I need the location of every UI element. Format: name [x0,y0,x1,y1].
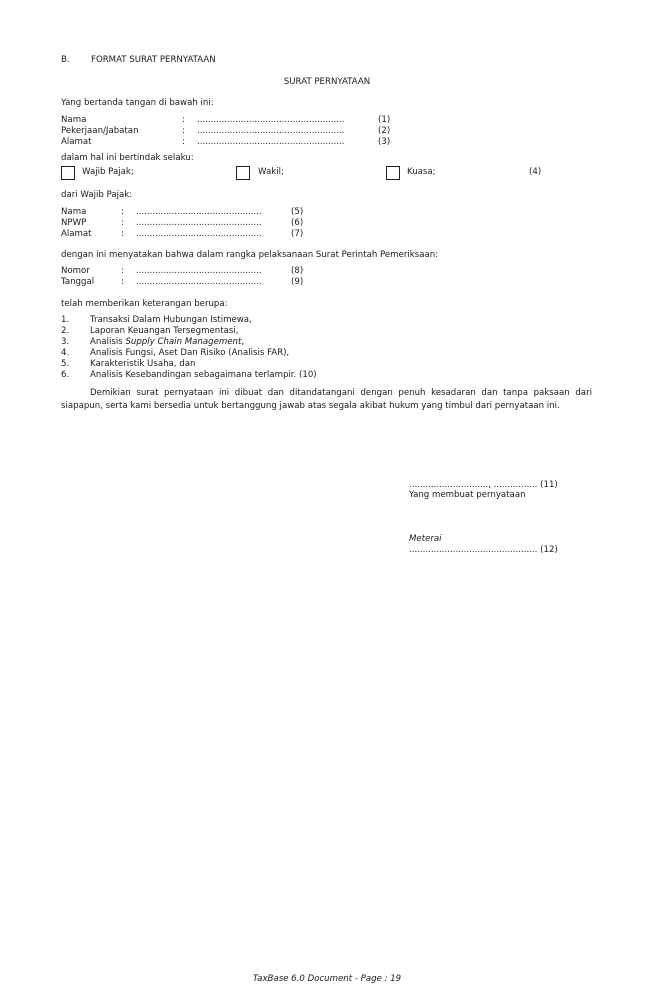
item-text: Analisis Kesebandingan sebagaimana terlampir. (10) [90,370,317,380]
given-intro: telah memberikan keterangan berupa: [61,299,228,309]
checkbox-wakil[interactable] [236,166,250,180]
maker-label: Yang membuat pernyataan [409,490,526,500]
field-colon: : [121,218,124,228]
item-text: Transaksi Dalam Hubungan Istimewa, [90,315,252,325]
field-number: (2) [378,126,391,136]
item-number: 2. [61,326,70,336]
checkbox-kuasa[interactable] [386,166,400,180]
taxpayer-intro: dari Wajib Pajak: [61,190,133,200]
closing-paragraph: Demikian surat pernyataan ini dibuat dan ditandatangani dengan penuh kesadaran dan tanpa paksaan dari siapapun, serta kami bersedia untuk bertanggung jawab atas segala akibat hukum yang timbul dari pernyataan ini. [61,388,592,411]
field-colon: : [121,277,124,287]
field-number: (5) [291,207,304,217]
item-number: 3. [61,337,70,347]
field-colon: : [182,137,185,147]
item-text: Analisis [90,337,126,347]
stamp-label: Meterai [409,534,442,544]
options-number: (4) [529,167,542,177]
field-label: Pekerjaan/Jabatan [61,126,139,136]
page-footer: TaxBase 6.0 Document - Page : 19 [252,974,402,984]
field-label: Alamat [61,229,92,239]
place-date-line: ............................., ................ (11) [409,480,558,490]
field-number: (8) [291,266,304,276]
option-label: Kuasa; [407,167,436,177]
field-number: (1) [378,115,391,125]
field-dots: .............................................. [136,218,262,228]
item-text: Analisis Fungsi, Aset Dan Risiko (Analisis FAR), [90,348,290,358]
field-dots: .............................................. [136,277,262,287]
section-letter: B. [61,55,70,65]
field-colon: : [182,115,185,125]
field-dots: .............................................. [136,229,262,239]
field-colon: : [121,266,124,276]
item-number: 6. [61,370,70,380]
acting-as-text: dalam hal ini bertindak selaku: [61,153,194,163]
field-label: NPWP [61,218,87,228]
document-title: SURAT PERNYATAAN [283,77,371,87]
list-item [90,337,244,348]
item-text: Karakteristik Usaha, dan [90,359,196,369]
field-number: (3) [378,137,391,147]
item-number: 1. [61,315,70,325]
item-number: 5. [61,359,70,369]
item-italic-text: Supply Chain Management [125,337,242,347]
option-label: Wakil; [258,167,284,177]
field-label: Nomor [61,266,90,276]
field-number: (7) [291,229,304,239]
field-label: Alamat [61,137,92,147]
field-label: Nama [61,207,87,217]
field-number: (9) [291,277,304,287]
intro-text: Yang bertanda tangan di bawah ini: [61,98,214,108]
field-dots: .............................................. [136,266,262,276]
field-dots: .............................................. [136,207,262,217]
field-colon: : [121,207,124,217]
field-dots: ...................................................... [197,137,345,147]
item-number: 4. [61,348,70,358]
field-number: (6) [291,218,304,228]
section-title: FORMAT SURAT PERNYATAAN [91,55,216,65]
statement-text: dengan ini menyatakan bahwa dalam rangka pelaksanaan Surat Perintah Pemeriksaan: [61,250,439,260]
field-label: Nama [61,115,87,125]
item-text-after: , [241,337,245,347]
field-colon: : [182,126,185,136]
option-label: Wajib Pajak; [82,167,134,177]
field-label: Tanggal [61,277,95,287]
item-text: Laporan Keuangan Tersegmentasi, [90,326,239,336]
field-dots: ...................................................... [197,115,345,125]
checkbox-wajib-pajak[interactable] [61,166,75,180]
field-dots: ...................................................... [197,126,345,136]
field-colon: : [121,229,124,239]
signature-name-line: ............................................... (12) [409,545,558,555]
